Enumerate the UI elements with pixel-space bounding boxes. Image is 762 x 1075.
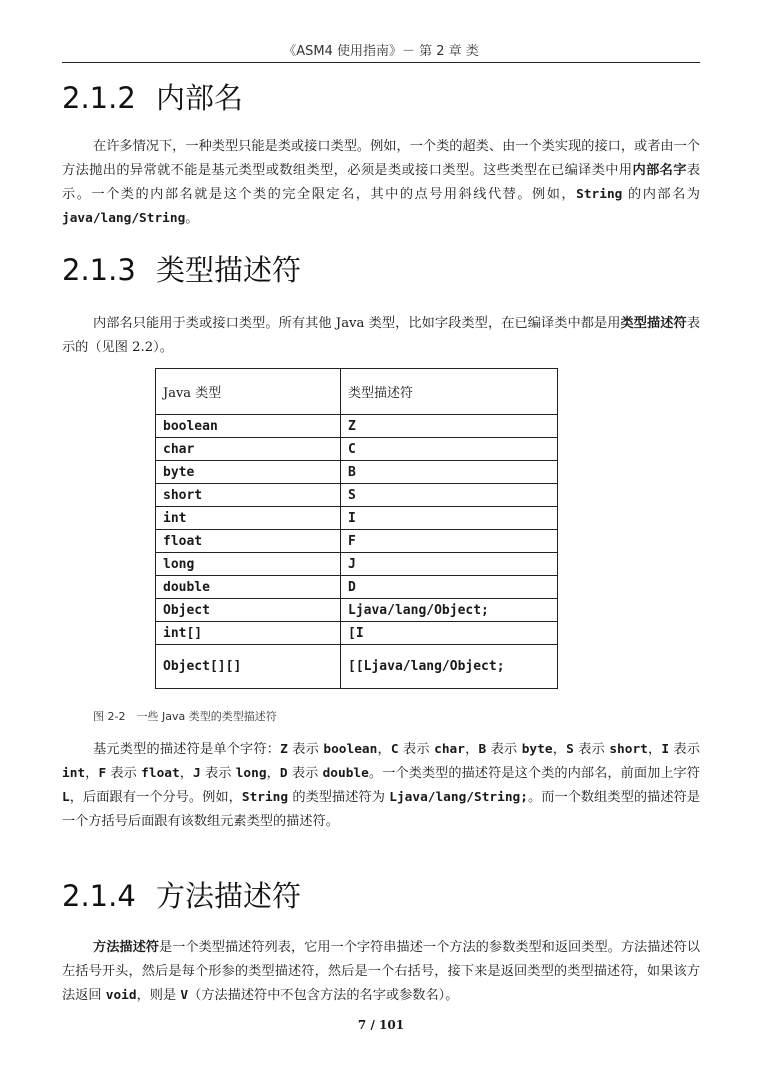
paragraph-internal-names bbox=[62, 135, 700, 231]
bold-term: 方法描述符 bbox=[93, 940, 159, 955]
text: 。一个类类型的描述符是这个类的内部名，前面加上字符 bbox=[368, 766, 700, 781]
code: Z bbox=[280, 742, 288, 757]
table-row bbox=[156, 553, 558, 576]
text: 内部名只能用于类或接口类型。所有其他 Java 类型，比如字段类型，在已编译类中都是用 bbox=[93, 316, 621, 331]
section-heading-2-1-2 bbox=[62, 76, 243, 117]
code: char bbox=[434, 742, 465, 757]
code: D bbox=[279, 766, 288, 781]
descriptor-cell: J bbox=[341, 553, 558, 576]
java-type-cell: Object[][] bbox=[156, 645, 341, 689]
code: C bbox=[390, 742, 399, 757]
section-number: 2.1.3 bbox=[62, 253, 136, 287]
table-row bbox=[156, 622, 558, 645]
section-title: 类型描述符 bbox=[156, 253, 302, 287]
descriptor-cell: D bbox=[341, 576, 558, 599]
code: short bbox=[609, 742, 648, 757]
text: ， bbox=[647, 742, 662, 757]
java-type-cell: int[] bbox=[156, 622, 341, 645]
java-type-cell: byte bbox=[156, 461, 341, 484]
text: ， bbox=[179, 766, 193, 781]
text: 表示 bbox=[287, 742, 324, 757]
java-type-cell: long bbox=[156, 553, 341, 576]
text: ， bbox=[552, 742, 567, 757]
type-descriptor-table bbox=[155, 368, 558, 689]
text: ， bbox=[464, 742, 479, 757]
text: 。 bbox=[185, 211, 199, 226]
text: 表示 bbox=[486, 742, 522, 757]
text: ， bbox=[85, 766, 99, 781]
java-type-cell: short bbox=[156, 484, 341, 507]
text: 在许多情况下，一种类型只能是类或接口类型。例如，一个类的超类、由一个类实现的接口，或者由一个方法抛出的异常就不能是基元类型或数组类型，必须是类或接口类型。这些类型在已编译类中用 bbox=[62, 139, 700, 178]
paragraph-method-descriptors bbox=[62, 936, 700, 1008]
text: 表示。一个类的内部名就是这个类的完全限定名，其中的点号用斜线代替。例如， bbox=[62, 163, 701, 202]
text: 表示 bbox=[287, 766, 323, 781]
code: long bbox=[235, 766, 267, 781]
code: B bbox=[478, 742, 487, 757]
java-type-cell: double bbox=[156, 576, 341, 599]
header-rule bbox=[62, 62, 700, 63]
column-header: Java 类型 bbox=[156, 369, 341, 415]
text: （方法描述符中不包含方法的名字或参数名）。 bbox=[188, 988, 459, 1003]
table-row bbox=[156, 484, 558, 507]
descriptor-cell: C bbox=[341, 438, 558, 461]
bold-term: 类型描述符 bbox=[620, 316, 687, 331]
text: 的类型描述符为 bbox=[288, 790, 390, 805]
descriptor-cell: Z bbox=[341, 415, 558, 438]
descriptor-cell: B bbox=[341, 461, 558, 484]
code: int bbox=[62, 766, 86, 781]
code: J bbox=[193, 766, 201, 781]
paragraph-descriptor-rules bbox=[62, 738, 700, 834]
table-row bbox=[156, 599, 558, 622]
code: boolean bbox=[323, 742, 378, 757]
text: 表示 bbox=[106, 766, 142, 781]
text: ，则是 bbox=[136, 988, 181, 1003]
text: 基元类型的描述符是单个字符： bbox=[93, 742, 281, 757]
descriptor-cell: F bbox=[341, 530, 558, 553]
descriptor-cell: [[Ljava/lang/Object; bbox=[341, 645, 558, 689]
code: String bbox=[241, 790, 289, 805]
section-number: 2.1.2 bbox=[62, 81, 136, 115]
text: 表示 bbox=[398, 742, 435, 757]
text: 。而一个数组类型的描述符是一个方括号后面跟有该数组元素类型的描述符。 bbox=[62, 790, 701, 829]
code: L bbox=[62, 790, 70, 805]
text: 表示 bbox=[669, 742, 701, 757]
code: S bbox=[566, 742, 574, 757]
table-row bbox=[156, 415, 558, 438]
page-number: 7 / 101 bbox=[357, 1018, 405, 1032]
code: I bbox=[661, 742, 670, 757]
code: java/lang/String bbox=[62, 211, 186, 226]
descriptor-cell: Ljava/lang/Object; bbox=[341, 599, 558, 622]
code: double bbox=[322, 766, 369, 781]
code: V bbox=[180, 988, 189, 1003]
section-heading-2-1-4 bbox=[62, 874, 301, 915]
table-row bbox=[156, 576, 558, 599]
table-row bbox=[156, 438, 558, 461]
code: F bbox=[98, 766, 107, 781]
code: void bbox=[105, 988, 137, 1003]
column-header: 类型描述符 bbox=[341, 369, 558, 415]
table-row bbox=[156, 645, 558, 689]
text: 的内部名为 bbox=[622, 187, 700, 202]
code: float bbox=[141, 766, 180, 781]
code: String bbox=[576, 187, 623, 202]
section-heading-2-1-3 bbox=[62, 248, 301, 289]
java-type-cell: int bbox=[156, 507, 341, 530]
figure-caption: 图 2-2 一些 Java 类型的类型描述符 bbox=[93, 710, 277, 723]
table-row bbox=[156, 461, 558, 484]
section-title: 内部名 bbox=[156, 81, 244, 115]
text: 表示 bbox=[573, 742, 610, 757]
table-row bbox=[156, 507, 558, 530]
text: 是一个类型描述符列表，它用一个字符串描述一个方法的参数类型和返回类型。方法描述符以左括号开头，然后是每个形参的类型描述符，然后是一个右括号，接下来是返回类型的类型描述符，如果该方法返回 bbox=[62, 940, 701, 1003]
running-header: 《ASM4 使用指南》－ 第 2 章 类 bbox=[283, 44, 479, 59]
java-type-cell: Object bbox=[156, 599, 341, 622]
java-type-cell: float bbox=[156, 530, 341, 553]
java-type-cell: boolean bbox=[156, 415, 341, 438]
text: ， bbox=[266, 766, 280, 781]
text: ，后面跟有一个分号。例如， bbox=[69, 790, 242, 805]
code: byte bbox=[521, 742, 553, 757]
text: 表示的（见图 2.2）。 bbox=[62, 316, 701, 355]
text: 表示 bbox=[200, 766, 236, 781]
paragraph-type-descriptors bbox=[62, 312, 700, 360]
descriptor-cell: S bbox=[341, 484, 558, 507]
text: ， bbox=[377, 742, 391, 757]
table-row bbox=[156, 530, 558, 553]
descriptor-cell: [I bbox=[341, 622, 558, 645]
descriptor-cell: I bbox=[341, 507, 558, 530]
section-number: 2.1.4 bbox=[62, 879, 136, 913]
table-header-row bbox=[156, 369, 558, 415]
bold-term: 内部名字 bbox=[632, 163, 687, 178]
code: Ljava/lang/String; bbox=[389, 790, 528, 805]
section-title: 方法描述符 bbox=[156, 879, 302, 913]
java-type-cell: char bbox=[156, 438, 341, 461]
